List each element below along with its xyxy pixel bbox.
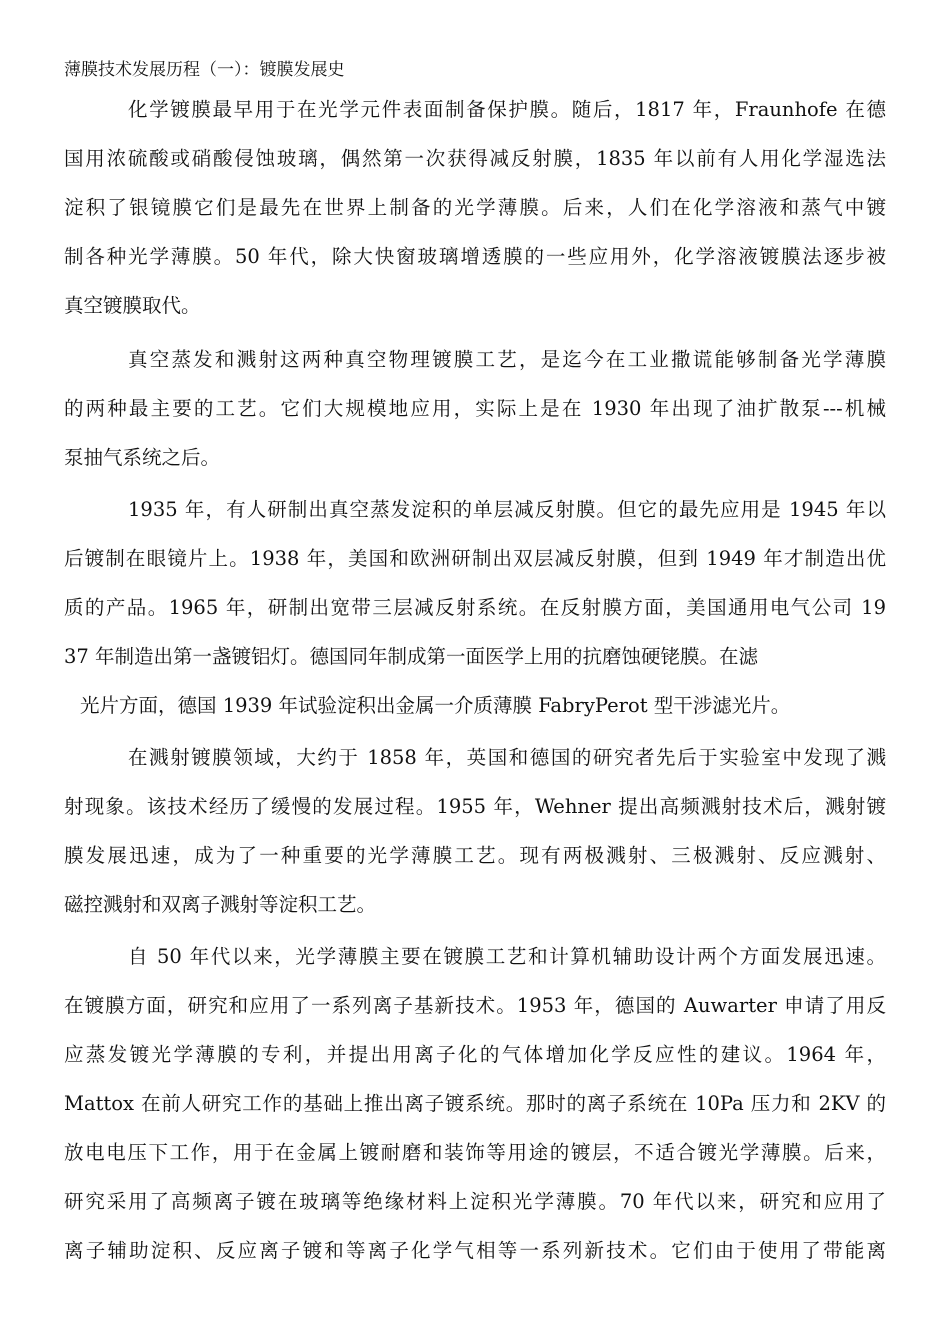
document-title: 薄膜技术发展历程（一）：镀膜发展史	[64, 60, 345, 80]
paragraph-line: 1935 年，有人研制出真空蒸发淀积的单层减反射膜。但它的最先应用是 1945 年以	[128, 498, 886, 521]
paragraph-line: 膜发展迅速，成为了一种重要的光学薄膜工艺。现有两极溅射、三极溅射、反应溅射、	[64, 844, 886, 867]
paragraph-line: 研究采用了高频离子镀在玻璃等绝缘材料上淀积光学薄膜。70 年代以来，研究和应用了	[64, 1190, 886, 1213]
paragraph-line: 化学镀膜最早用于在光学元件表面制备保护膜。随后，1817 年，Fraunhofe 在德	[128, 98, 886, 121]
paragraph-line: 自 50 年代以来，光学薄膜主要在镀膜工艺和计算机辅助设计两个方面发展迅速。	[128, 945, 886, 968]
paragraph-line: 泵抽气系统之后。	[64, 446, 221, 469]
paragraph-line: 光片方面，德国 1939 年试验淀积出金属一介质薄膜 FabryPerot 型干涉滤光片。	[80, 694, 791, 717]
paragraph-line: 国用浓硫酸或硝酸侵蚀玻璃，偶然第一次获得减反射膜，1835 年以前有人用化学湿选法	[64, 147, 886, 170]
paragraph-line: 磁控溅射和双离子溅射等淀积工艺。	[64, 893, 377, 916]
paragraph-line: 制各种光学薄膜。50 年代，除大快窗玻璃增透膜的一些应用外，化学溶液镀膜法逐步被	[64, 245, 886, 268]
paragraph-line: 放电电压下工作，用于在金属上镀耐磨和装饰等用途的镀层，不适合镀光学薄膜。后来，	[64, 1141, 886, 1164]
paragraph-line: 后镀制在眼镜片上。1938 年，美国和欧洲研制出双层减反射膜，但到 1949 年才制造出优	[64, 547, 886, 570]
paragraph-line: 射现象。该技术经历了缓慢的发展过程。1955 年，Wehner 提出高频溅射技术后，溅射镀	[64, 795, 886, 818]
paragraph-line: 的两种最主要的工艺。它们大规模地应用，实际上是在 1930 年出现了油扩散泵---机械	[64, 397, 886, 420]
paragraph-line: 真空镀膜取代。	[64, 294, 201, 317]
paragraph-line: 离子辅助淀积、反应离子镀和等离子化学气相等一系列新技术。它们由于使用了带能离	[64, 1239, 886, 1262]
paragraph-line: 质的产品。1965 年，研制出宽带三层减反射系统。在反射膜方面，美国通用电气公司 19	[64, 596, 886, 619]
paragraph-line: 在溅射镀膜领域，大约于 1858 年，英国和德国的研究者先后于实验室中发现了溅	[128, 746, 886, 769]
paragraph-line: Mattox 在前人研究工作的基础上推出离子镀系统。那时的离子系统在 10Pa 压力和 2KV 的	[64, 1092, 886, 1115]
paragraph-line: 应蒸发镀光学薄膜的专利，并提出用离子化的气体增加化学反应性的建议。1964 年，	[64, 1043, 886, 1066]
paragraph-line: 淀积了银镜膜它们是最先在世界上制备的光学薄膜。后来，人们在化学溶液和蒸气中镀	[64, 196, 886, 219]
paragraph-line: 真空蒸发和溅射这两种真空物理镀膜工艺，是迄今在工业撒谎能够制备光学薄膜	[128, 348, 886, 371]
paragraph-line: 在镀膜方面，研究和应用了一系列离子基新技术。1953 年，德国的 Auwarter 申请了用反	[64, 994, 886, 1017]
paragraph-line: 37 年制造出第一盏镀铝灯。德国同年制成第一面医学上用的抗磨蚀硬铑膜。在滤	[64, 645, 759, 668]
